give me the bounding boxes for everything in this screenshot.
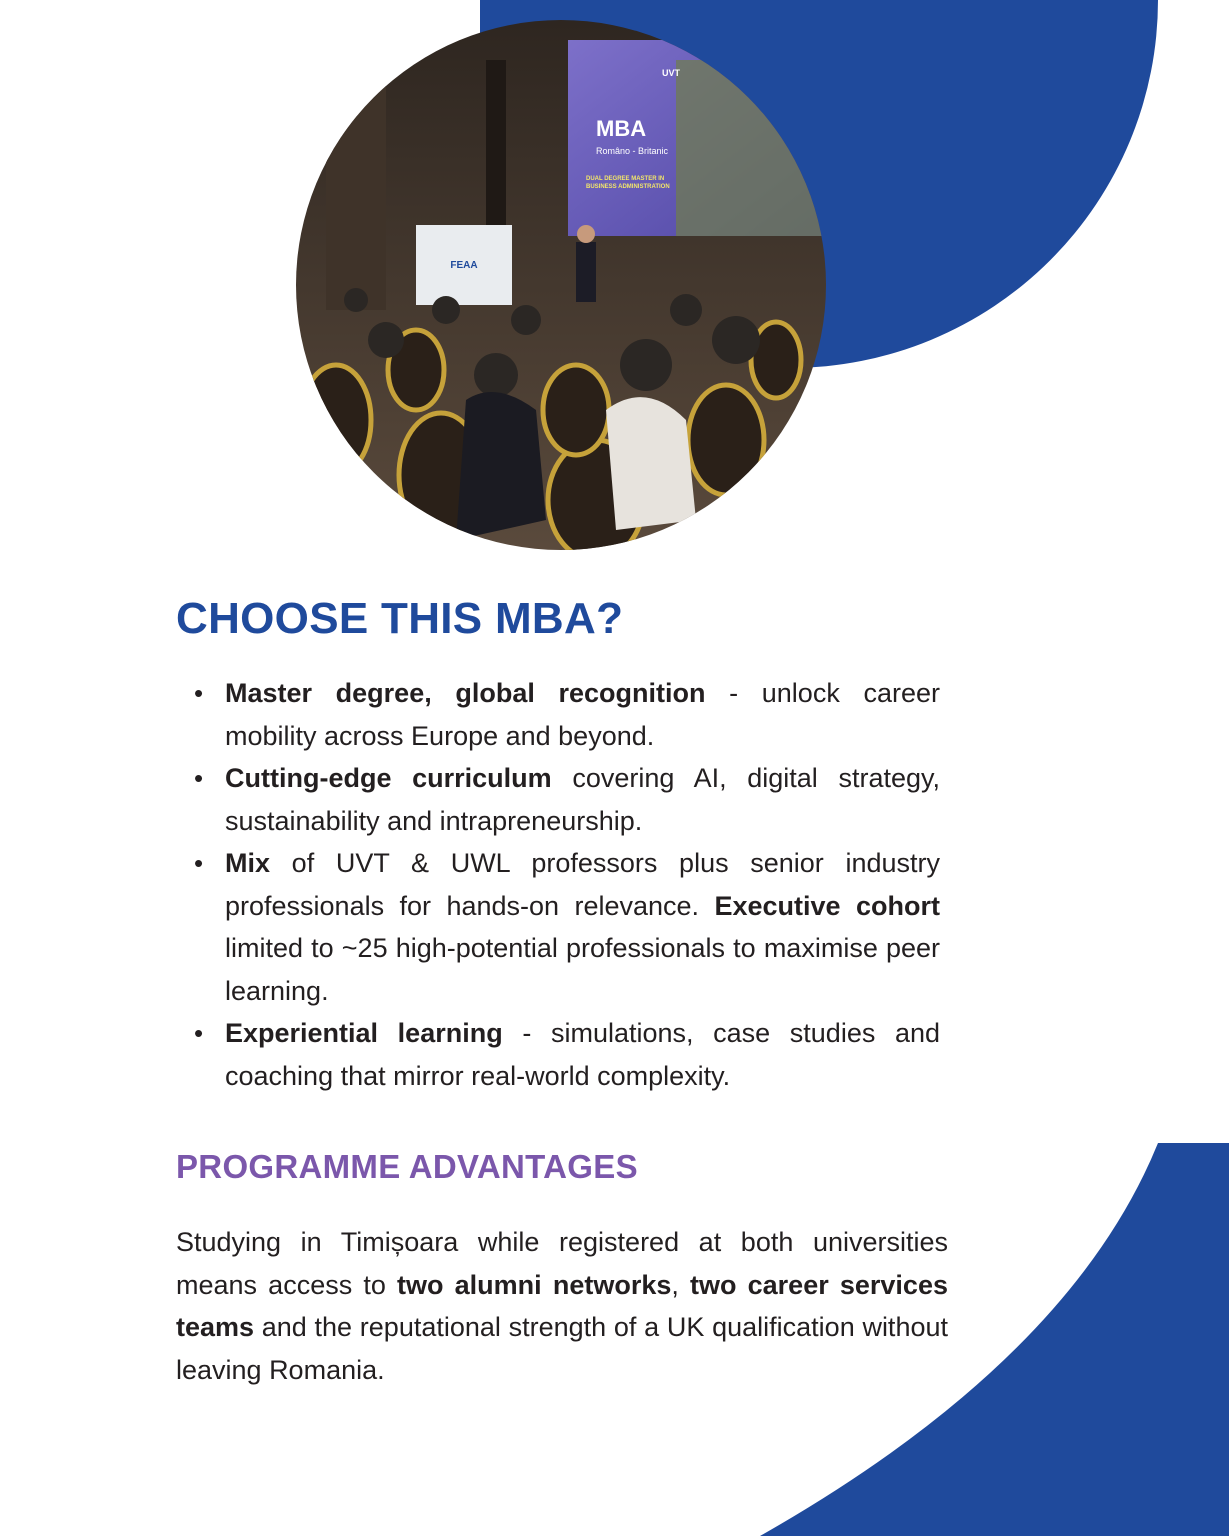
- bullet-icon: •: [194, 848, 204, 878]
- list-item: • Mix of UVT & UWL professors plus senior industry professionals for hands-on relevance. Executive cohort limited to ~25 high-potential professionals to maximise peer learning.: [190, 842, 940, 1012]
- benefits-list: [190, 672, 940, 1097]
- list-item: • Experiential learning - simulations, case studies and coaching that mirror real-world complexity.: [190, 1012, 940, 1097]
- svg-text:Româno - Britanic: Româno - Britanic: [596, 146, 669, 156]
- advantages-paragraph: Studying in Timișoara while registered at both universities means access to two alumni networks, two career services teams and the reputational strength of a UK qualification without leaving Romania.: [176, 1227, 948, 1385]
- section-title-programme-advantages: PROGRAMME ADVANTAGES: [176, 1148, 638, 1185]
- svg-text:FEAA: FEAA: [450, 260, 478, 271]
- svg-text:UVT: UVT: [662, 68, 680, 78]
- list-item: • Cutting-edge curriculum covering AI, digital strategy, sustainability and intrapreneurship.: [190, 757, 940, 842]
- svg-text:BUSINESS ADMINISTRATION: BUSINESS ADMINISTRATION: [586, 184, 670, 190]
- bullet-icon: •: [194, 678, 204, 708]
- event-photo: [296, 20, 826, 550]
- list-item: • Master degree, global recognition - unlock career mobility across Europe and beyond.: [190, 672, 940, 757]
- section-title-choose-mba: CHOOSE THIS MBA?: [176, 594, 624, 643]
- svg-text:DUAL DEGREE MASTER IN: DUAL DEGREE MASTER IN: [586, 176, 665, 182]
- screen-title: MBA: [596, 116, 647, 141]
- bullet-icon: •: [194, 1018, 204, 1048]
- bullet-icon: •: [194, 763, 204, 793]
